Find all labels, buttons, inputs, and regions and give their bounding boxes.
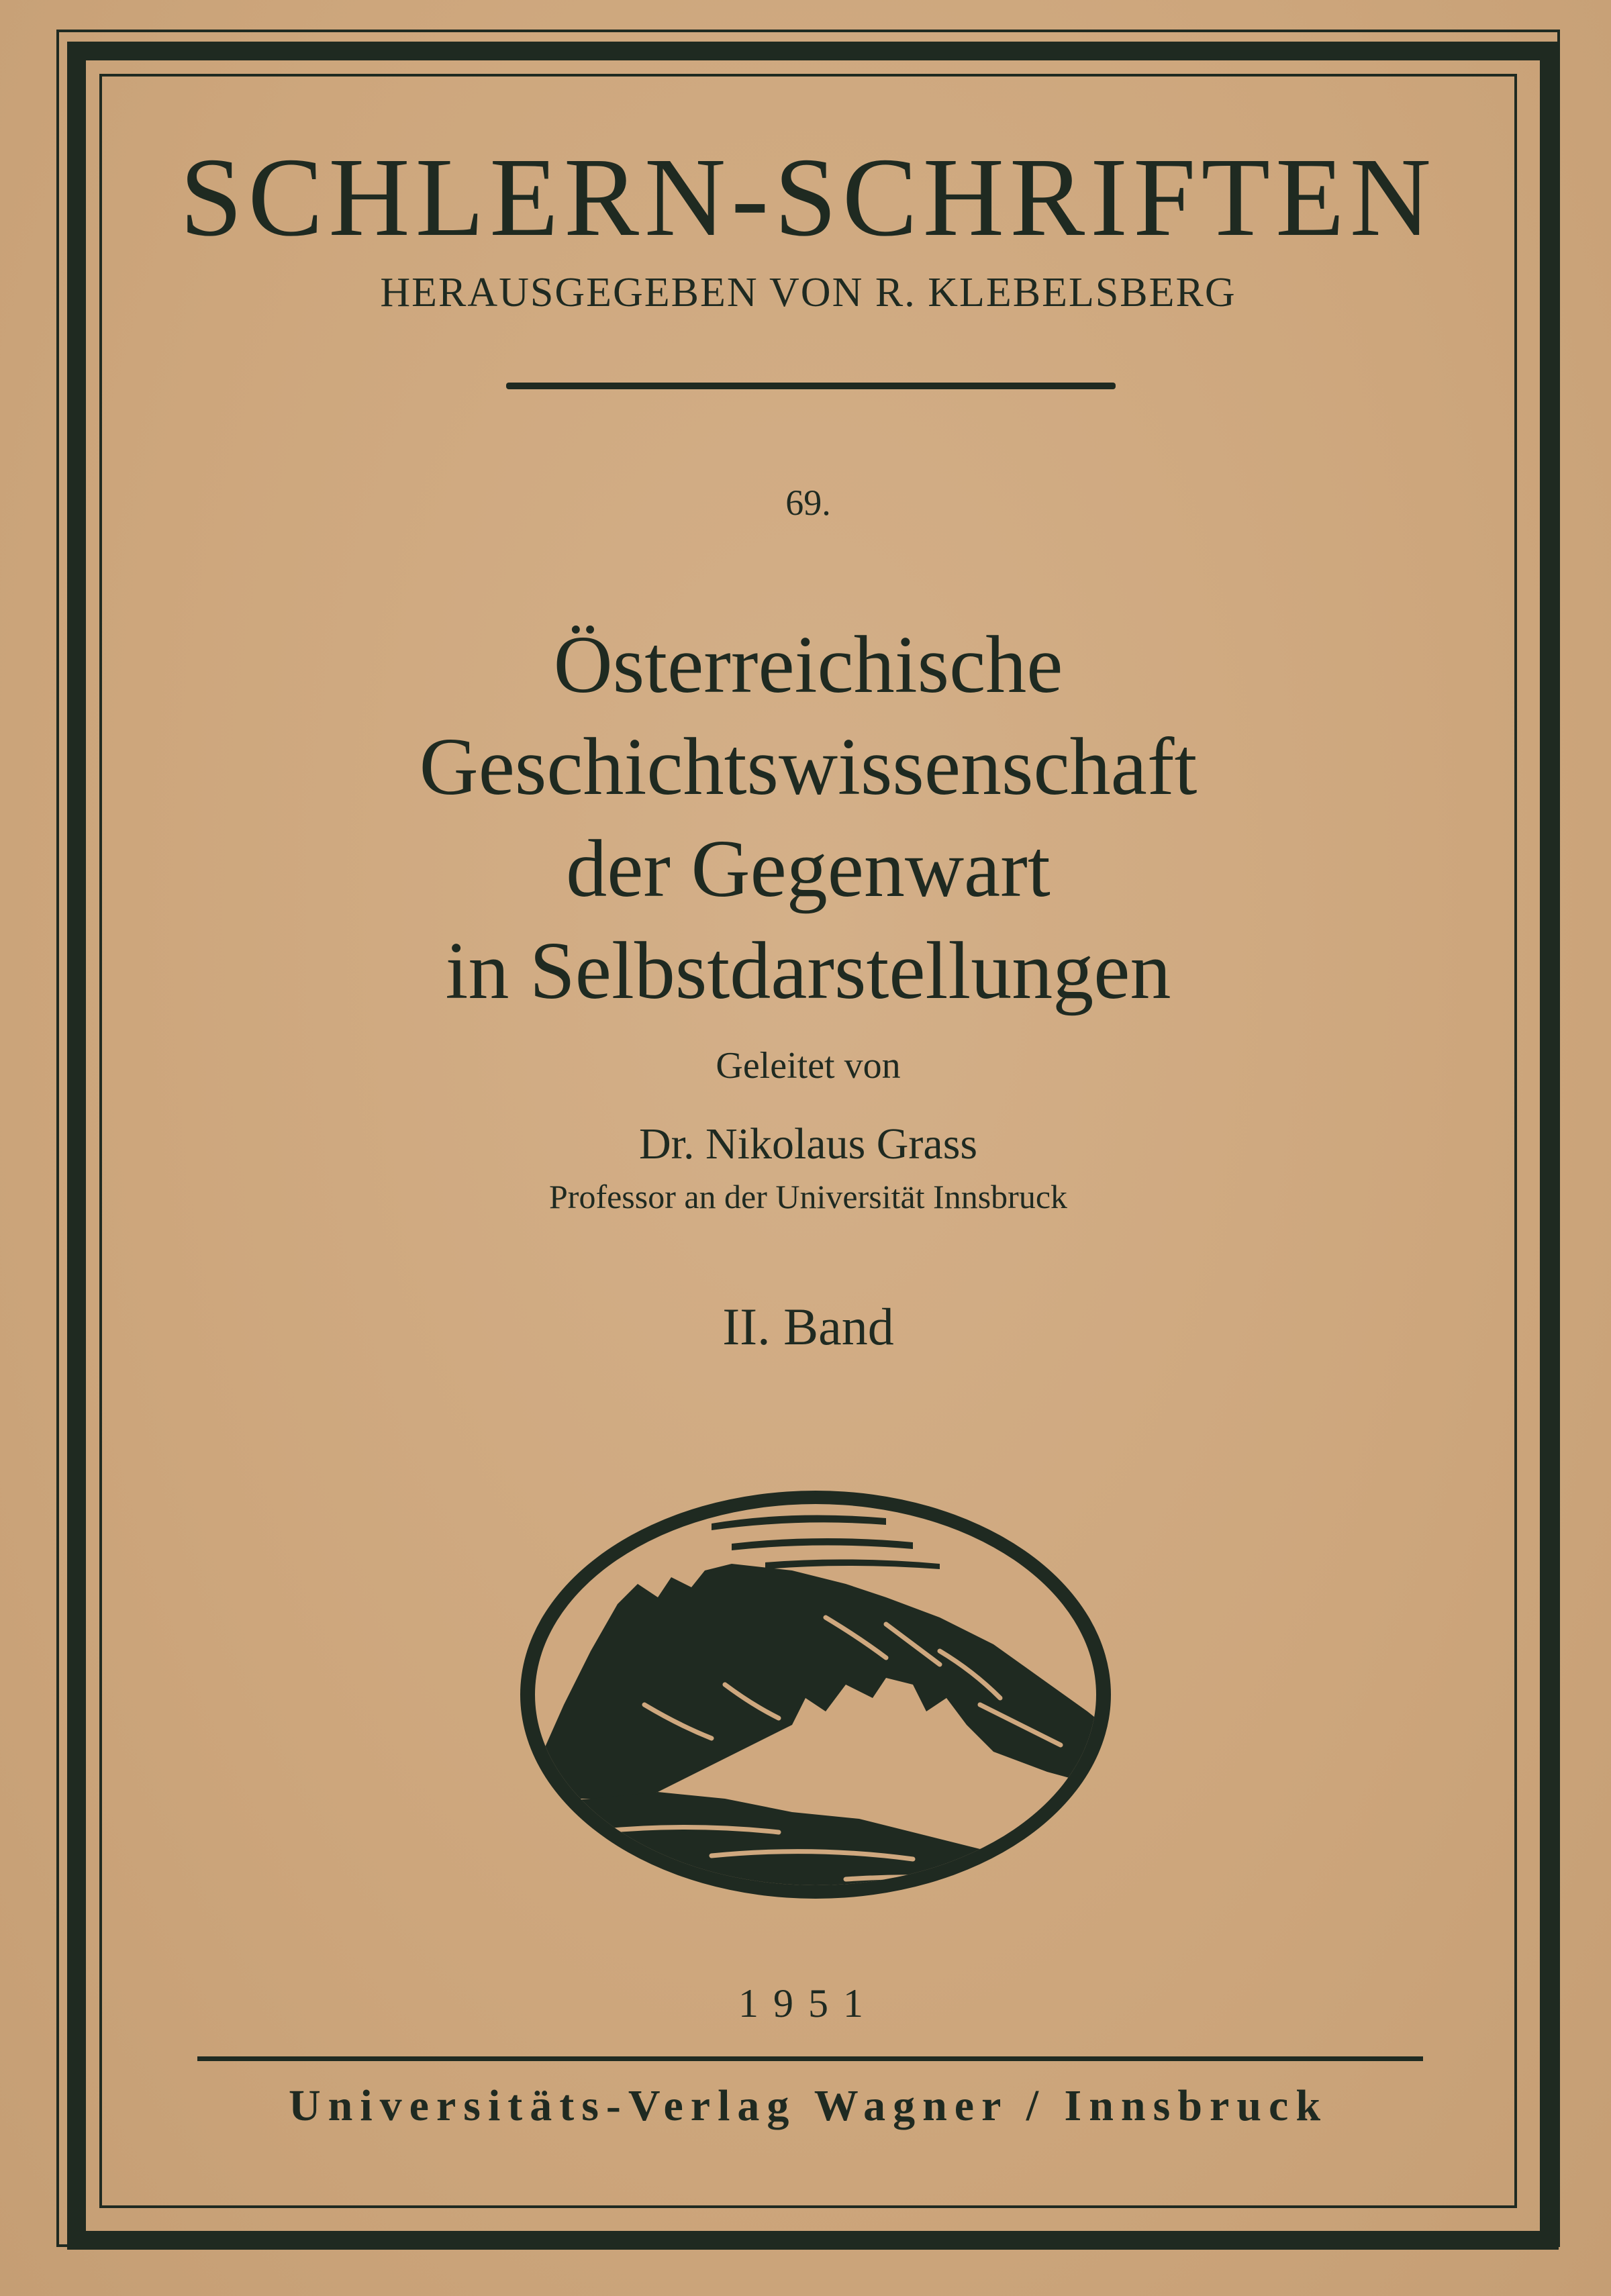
- publisher-imprint: Universitäts-Verlag Wagner / Innsbruck: [288, 2081, 1328, 2130]
- editor-name: Dr. Nikolaus Grass: [638, 1119, 978, 1168]
- series-title: SCHLERN-SCHRIFTEN: [179, 135, 1437, 260]
- book-title-line: in Selbstdarstellungen: [445, 926, 1171, 1016]
- mountain-landscape-emblem-icon: [510, 1483, 1121, 1906]
- book-title-line: Geschichtswissenschaft: [419, 721, 1198, 812]
- series-editor-line: HERAUSGEGEBEN VON R. KLEBELSBERG: [380, 270, 1236, 315]
- book-title-line: Österreichische: [553, 619, 1063, 710]
- volume-band: II. Band: [722, 1297, 894, 1356]
- led-by-label: Geleitet von: [716, 1045, 901, 1087]
- footer-divider: [197, 2056, 1423, 2061]
- book-title-line: der Gegenwart: [566, 823, 1051, 914]
- volume-number: 69.: [785, 483, 831, 523]
- publication-year: 1951: [738, 1981, 878, 2026]
- book-title: [99, 614, 1517, 1022]
- editor-affiliation: Professor an der Universität Innsbruck: [548, 1178, 1068, 1215]
- header-divider: [506, 383, 1116, 389]
